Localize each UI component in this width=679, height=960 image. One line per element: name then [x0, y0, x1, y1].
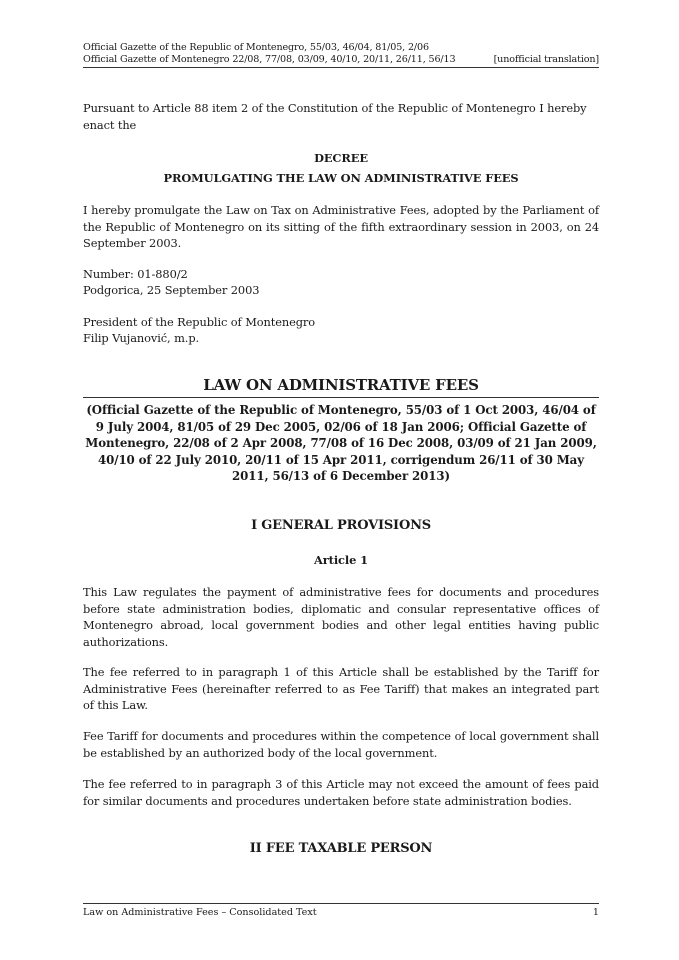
- header-translation-note: [unofficial translation]: [493, 54, 599, 65]
- article-paragraph-3: Fee Tariff for documents and procedures within the competence of local government shall be established by an authorized body of the local government.: [83, 729, 599, 760]
- decree-number: Number: 01-880/2: [83, 267, 188, 281]
- decree-subtitle: PROMULGATING THE LAW ON ADMINISTRATIVE FEES: [163, 171, 519, 185]
- law-title: LAW ON ADMINISTRATIVE FEES: [83, 376, 599, 398]
- signatory-title: President of the Republic of Montenegro: [83, 315, 316, 329]
- article-paragraph-2: The fee referred to in paragraph 1 of this Article shall be established by the Tariff for Administrative Fees (hereinafter referred to as Fee Tariff) that makes an integrated part of this Law.: [83, 665, 599, 712]
- article-paragraph-4: The fee referred to in paragraph 3 of this Article may not exceed the amount of fees paid for similar documents and procedures undertaken before state administration bodies.: [83, 777, 599, 808]
- page-number: 1: [592, 907, 599, 918]
- law-gazette-references: (Official Gazette of the Republic of Montenegro, 55/03 of 1 Oct 2003, 46/04 of 9 July 2004, 81/05 of 29 Dec 2005, 02/06 of 18 Jan 2006; Official Gazette of Montenegro, 22/08 of 2 Apr 2008, 77/08 of 16 Dec 2008, 03/09 of 21 Jan 2009, 40/10 of 22 July 2010, 20/11 of 15 Apr 2011, corrigendum 26/11 of 30 May 2011, 56/13 of 6 December 2013): [85, 403, 597, 484]
- decree-place-date: Podgorica, 25 September 2003: [83, 283, 260, 297]
- footer-title: Law on Administrative Fees – Consolidated Text: [83, 907, 317, 918]
- header-gazette-refs: Official Gazette of Montenegro 22/08, 77/08, 03/09, 40/10, 20/11, 26/11, 56/13: [83, 54, 456, 65]
- signatory-name: Filip Vujanović, m.p.: [83, 331, 200, 345]
- article-paragraph-1: This Law regulates the payment of administrative fees for documents and procedures before state administration bodies, diplomatic and consular representative offices of Montenegro abroad, local government bodies and other legal entities having public authorizations.: [83, 585, 599, 649]
- article-heading: Article 1: [314, 553, 368, 567]
- section-title-fee-taxable-person: II FEE TAXABLE PERSON: [249, 841, 433, 856]
- preamble: Pursuant to Article 88 item 2 of the Constitution of the Republic of Montenegro I hereby enact the: [83, 101, 587, 132]
- page-footer: [83, 903, 599, 919]
- decree-title: DECREE: [314, 151, 368, 165]
- header-gazette-line-2: [83, 54, 599, 68]
- decree-body: I hereby promulgate the Law on Tax on Administrative Fees, adopted by the Parliament of the Republic of Montenegro on its sitting of the fifth extraordinary session in 2003, on 24 September 2003.: [83, 203, 599, 250]
- header-gazette-line-1: Official Gazette of the Republic of Montenegro, 55/03, 46/04, 81/05, 2/06: [83, 42, 429, 53]
- section-title-general-provisions: I GENERAL PROVISIONS: [251, 518, 431, 533]
